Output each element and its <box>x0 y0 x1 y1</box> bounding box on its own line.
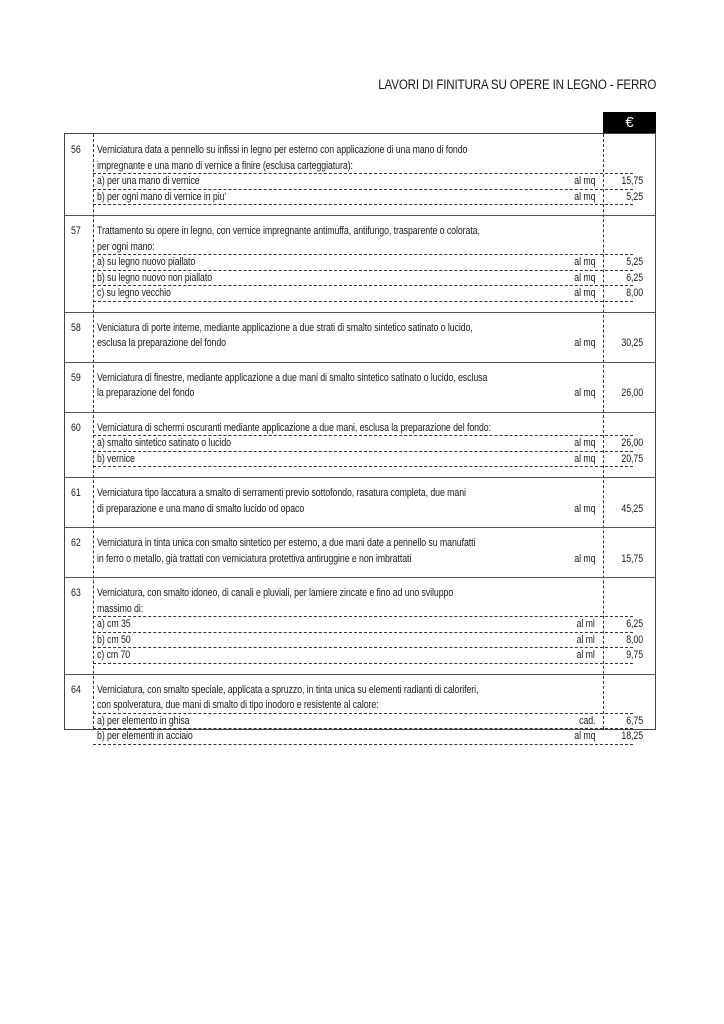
sub-item-bottom-rule <box>93 744 633 745</box>
item-description-line: la preparazione del fondo <box>97 387 195 399</box>
item-description-line: impregnante e una mano di vernice a finire (esclusa carteggiatura): <box>97 159 353 172</box>
sub-item-price: 26,00 <box>621 437 643 449</box>
sub-item-description: b) per ogni mano di vernice in piu' <box>97 190 226 203</box>
sub-item-description: c) su legno vecchio <box>97 287 171 299</box>
sub-item-bottom-rule <box>93 301 633 302</box>
item-unit: al mq <box>573 337 595 349</box>
item-unit: al mq <box>573 502 595 515</box>
sub-item-description: b) su legno nuovo non piallato <box>97 271 213 284</box>
item-number: 61 <box>71 487 81 499</box>
item-description-line: per ogni mano: <box>97 240 155 253</box>
sub-item-description: a) smalto sintetico satinato o lucido <box>97 437 231 449</box>
row-separator <box>65 215 655 216</box>
sub-item-unit: cad. <box>578 714 595 727</box>
sub-item-price: 9,75 <box>626 649 643 661</box>
sub-item-bottom-rule <box>93 466 633 467</box>
sub-item-unit: al mq <box>573 452 595 465</box>
item-number: 63 <box>71 587 81 599</box>
sub-item-description: a) su legno nuovo piallato <box>97 256 196 268</box>
item-number: 57 <box>71 225 81 237</box>
sub-item-unit: al mq <box>573 287 595 299</box>
sub-item-description: b) cm 50 <box>97 633 131 646</box>
sub-item-description: b) per elementi in acciaio <box>97 730 193 742</box>
item-number: 64 <box>71 683 81 696</box>
item-price: 15,75 <box>621 552 643 565</box>
sub-item-price: 6,25 <box>626 271 643 284</box>
row-separator <box>65 362 655 363</box>
sub-item-price: 8,00 <box>626 287 643 299</box>
sub-item-description: a) per una mano di vernice <box>97 175 200 187</box>
item-number: 59 <box>71 371 81 384</box>
item-unit: al mq <box>573 387 595 399</box>
sub-item-top-rule <box>93 647 633 648</box>
sub-item-price: 18,25 <box>621 730 643 742</box>
column-divider-number <box>93 134 94 729</box>
item-price: 26,00 <box>621 387 643 399</box>
item-number: 56 <box>71 144 81 156</box>
item-price: 45,25 <box>621 502 643 515</box>
sub-item-description: a) per elemento in ghisa <box>97 714 190 727</box>
item-number: 62 <box>71 537 81 549</box>
row-separator <box>65 577 655 578</box>
item-number: 60 <box>71 421 81 434</box>
row-separator <box>65 674 655 675</box>
sub-item-price: 15,75 <box>621 175 643 187</box>
item-description-line: Verniciatura, con smalto idoneo, di canali e pluviali, per lamiere zincate e fino ad uno sviluppo <box>97 587 454 599</box>
sub-item-unit: al mq <box>573 190 595 203</box>
sub-item-price: 5,25 <box>626 190 643 203</box>
item-price: 30,25 <box>621 337 643 349</box>
item-description-line: esclusa la preparazione del fondo <box>97 337 226 349</box>
sub-item-top-rule <box>93 616 633 617</box>
sub-item-unit: al ml <box>576 618 595 630</box>
column-divider-price <box>603 134 604 729</box>
item-description-line: di preparazione e una mano di smalto lucido od opaco <box>97 502 305 515</box>
sub-item-top-rule <box>93 285 633 286</box>
currency-header: € <box>603 112 656 133</box>
sub-item-price: 6,25 <box>626 618 643 630</box>
item-description-line: Verniciatura, con smalto speciale, applicata a spruzzo, in tinta unica su elementi radianti di caloriferi, <box>97 683 479 696</box>
item-number: 58 <box>71 321 81 334</box>
item-description-line: in ferro o metallo, già trattati con verniciatura protettiva antiruggine e non imbrattati <box>97 552 412 565</box>
sub-item-unit: al mq <box>573 437 595 449</box>
sub-item-unit: al mq <box>573 256 595 268</box>
sub-item-unit: al mq <box>573 271 595 284</box>
item-description-line: con spolveratura, due mani di smalto di tipo inodoro e resistente al calore: <box>97 699 379 711</box>
row-separator <box>65 477 655 478</box>
sub-item-unit: al mq <box>573 175 595 187</box>
sub-item-price: 5,25 <box>626 256 643 268</box>
sub-item-top-rule <box>93 451 633 452</box>
item-unit: al mq <box>573 552 595 565</box>
sub-item-description: b) vernice <box>97 452 135 465</box>
row-separator <box>65 312 655 313</box>
sub-item-price: 8,00 <box>626 633 643 646</box>
item-description-line: Trattamento su opere in legno, con vernice impregnante antimuffa, antifungo, trasparente o colorata, <box>97 225 480 237</box>
sub-item-top-rule <box>93 632 633 633</box>
row-separator <box>65 527 655 528</box>
item-description-line: massimo di: <box>97 602 144 615</box>
row-separator <box>65 412 655 413</box>
sub-item-price: 6,75 <box>626 714 643 727</box>
sub-item-bottom-rule <box>93 204 633 205</box>
item-description-line: Verniciatura tipo laccatura a smalto di serramenti previo sottofondo, rasatura completa, due mani <box>97 487 466 499</box>
sub-item-bottom-rule <box>93 663 633 664</box>
sub-item-unit: al ml <box>576 633 595 646</box>
item-description-line: Verniciatura di finestre, mediante applicazione a due mani di smalto sintetico satinato o lucido, esclusa <box>97 371 488 384</box>
item-description-line: Veniciatura di porte interne, mediante applicazione a due strati di smalto sintetico satinato o lucido, <box>97 321 473 334</box>
page-title: LAVORI DI FINITURA SU OPERE IN LEGNO - FERRO <box>378 77 656 92</box>
sub-item-unit: al ml <box>576 649 595 661</box>
sub-item-price: 20,75 <box>621 452 643 465</box>
item-description-line: Verniciatura in tinta unica con smalto sintetico per esterno, a due mani date a pennello su manufatti <box>97 537 476 549</box>
price-table <box>64 133 656 742</box>
item-description-line: Verniciatura di schermi oscuranti mediante applicazione a due mani, esclusa la preparazione del fondo: <box>97 421 491 434</box>
sub-item-unit: al mq <box>573 730 595 742</box>
sub-item-description: a) cm 35 <box>97 618 131 630</box>
sub-item-description: c) cm 70 <box>97 649 131 661</box>
item-description-line: Verniciatura data a pennello su infissi in legno per esterno con applicazione di una mano di fondo <box>97 144 468 156</box>
